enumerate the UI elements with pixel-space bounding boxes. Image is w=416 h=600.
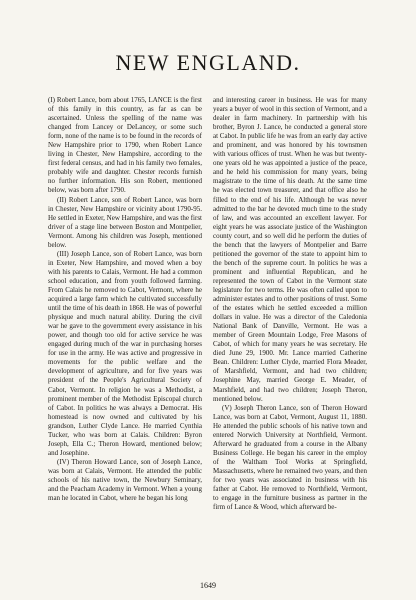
paragraph-joseph-lance-iii: (III) Joseph Lance, son of Robert Lance, was born in Exeter, New Hampshire, and moved when a boy with his parents to Calais, Vermont. He had a common school education, and from youth followed farming. From Calais he removed to Cabot, Vermont, where he acquired a large farm which he cultivated successfully until the time of his death in 1868. He was of powerful physique and much natural ability. During the civil war he gave to the government every assistance in his power, and though too old for active service he was engaged during much of the war in purchasing horses for use in the army. He was active and progressive in movements for the public welfare and the development of agriculture, and for five years was president of the People's Agricultural Society of Cabot, Vermont. In religion he was a Methodist, a prominent member of the Methodist Episcopal church of Cabot. In politics he was always a Democrat. His homestead is now owned and cultivated by his grandson, Luther Clyde Lance. He married Cynthia Tucker, who was born at Calais. Children: Byron Joseph, Ella C.; Theron Howard, mentioned below; and Josephine.: [48, 249, 202, 457]
page-number: 1649: [200, 581, 216, 590]
paragraph-joseph-theron-lance-v: (V) Joseph Theron Lance, son of Theron Howard Lance, was born at Cabot, Vermont, August 11, 1880. He attended the public schools of his native town and entered Norwich University at Northfield, Vermont. Afterward he graduated from a course in the Albany Business College. He began his career in the employ of the Waltham Tool Works at Springfield, Massachusetts, where he remained two years, and then for two years was associated in business with his father at Cabot. He removed to Northfield, Vermont, to engage in the furniture business as partner in the firm of Lance & Wood, which afterward be-: [213, 403, 367, 512]
left-column: [48, 96, 202, 503]
paragraph-robert-lance-ii: (II) Robert Lance, son of Robert Lance, was born in Chester, New Hampshire or vicinity about 1790-95. He settled in Exeter, New Hampshire, and was the first driver of a stage line between Boston and Montpelier, Vermont. Among his children was Joseph, mentioned below.: [48, 195, 202, 249]
paragraph-theron-lance-iv: (IV) Theron Howard Lance, son of Joseph Lance, was born at Calais, Vermont. He attended the public schools of his native town, the Newbury Seminary, and the Peacham Academy in Vermont. When a young man he located in Cabot, where he began his long: [48, 457, 202, 503]
page-title: NEW ENGLAND.: [115, 50, 301, 75]
paragraph-theron-lance-continued: and interesting career in business. He was for many years a buyer of wool in this section of Vermont, and a dealer in farm machinery. In partnership with his brother, Byron J. Lance, he conducted a general store at Cabot. In public life he was from an early day active and prominent, and was honored by his townsmen with various offices of trust. When he was but twenty-one years old he was appointed a justice of the peace, and he held his commission for many years, being magistrate to the time of his death. At the same time he was elected town treasurer, and that office also he filled to the end of his life. Although he was never admitted to the bar he devoted much time to the study of law, and was accounted an excellent lawyer. For eight years he was associate justice of the Washington county court, and so well did he perform the duties of the bench that the lawyers of Montpelier and Barre petitioned the governor of the state to appoint him to the bench of the supreme court. In politics he was a prominent and influential Republican, and he represented the town of Cabot in the Vermont state legislature for two terms. He was often called upon to administer estates and to other positions of trust. Some of the estates which he settled exceeded a million dollars in value. He was a director of the Caledonia National Bank of Danville, Vermont. He was a member of Green Mountain Lodge, Free Masons of Cabot, of which for many years he was secretary. He died June 29, 1900. Mr. Lance married Catherine Bean. Children: Luther Clyde, married Flora Meader, of Marshfield, Vermont, and had two children; Josephine May, married George E. Meader, of Marshfield, and had two children; Joseph Theron, mentioned below.: [213, 96, 367, 403]
right-column: [213, 96, 367, 512]
paragraph-robert-lance-i: (I) Robert Lance, born about 1765, LANCE is the first of this family in this country, as far as can be ascertained. Unless the spelling of the name was changed from Lancey or DeLancey, or some such form, none of the name is to be found in the records of New Hampshire prior to 1790, when Robert Lance living in Chester, New Hampshire, according to the first federal census, and had in his family two females, probably wife and daughter. Chester records furnish no further information. His son Robert, mentioned below, was born after 1790.: [48, 96, 202, 195]
